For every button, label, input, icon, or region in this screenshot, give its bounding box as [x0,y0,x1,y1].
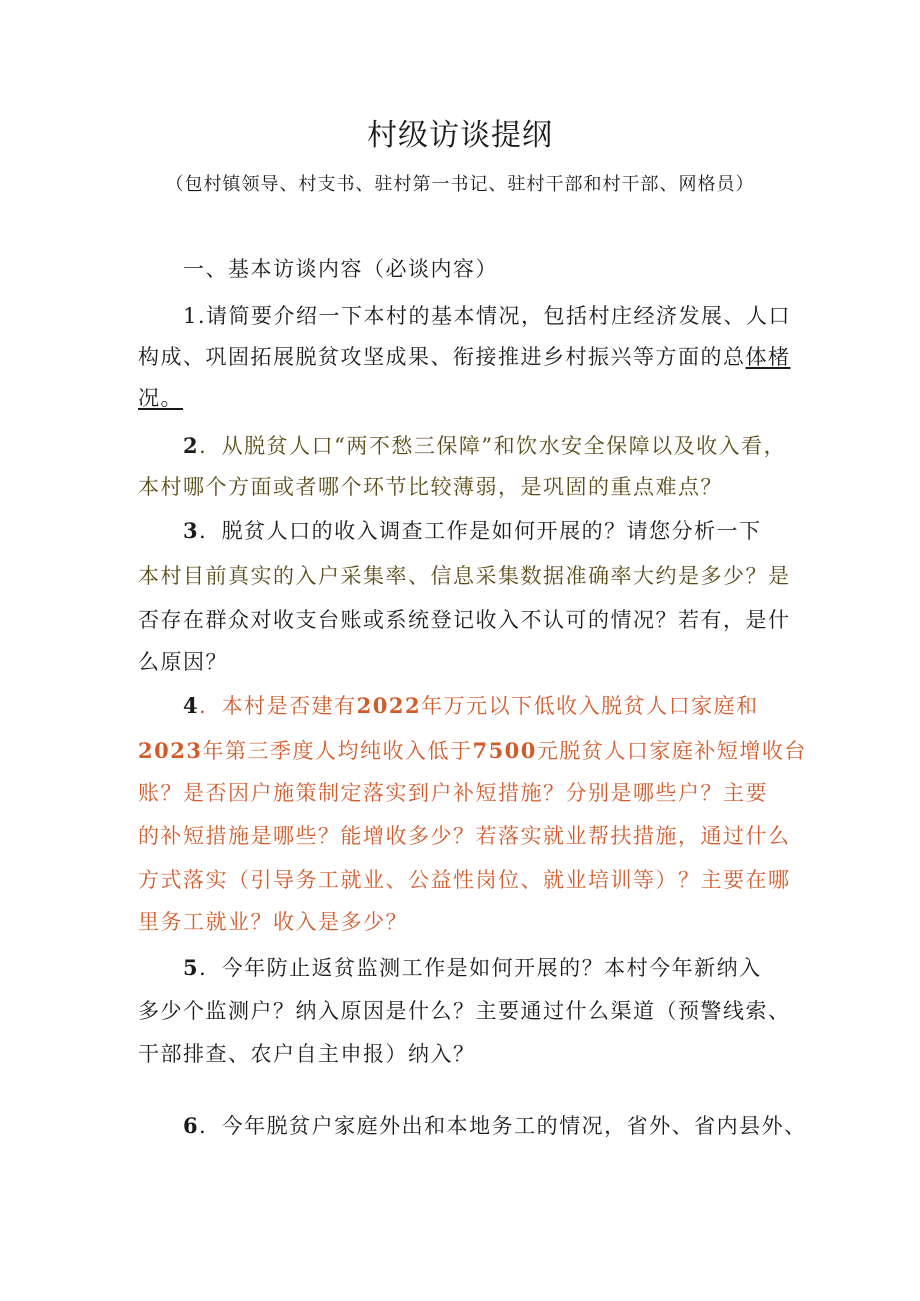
q2-line-2: 本村哪个方面或者哪个环节比较薄弱，是巩固的重点难点？ [138,475,723,499]
q1-line-3: 况。 [138,386,183,410]
q4-line-5: 方式落实（引导务工就业、公益性岗位、就业培训等）？主要在哪 [138,868,791,892]
section-heading-basic: 一、基本访谈内容（必谈内容） [183,257,498,281]
q4-line-3: 账？是否因户施策制定落实到户补短措施？分别是哪些户？主要 [138,781,768,805]
q4-line-1 [183,690,759,722]
q4-line-4: 的补短措施是哪些？能增收多少？若落实就业帮扶措施，通过什么 [138,824,791,848]
q4-line-2 [138,735,807,767]
q2-line-1-text: ．从脱贫人口“两不愁三保障”和饮水安全保障以及收入看， [199,434,787,458]
q4-line-1-text-b: 年万元以下低收入脱贫人口家庭和 [421,694,759,718]
q5-line-1 [183,952,762,984]
q4-number: 4 [183,693,200,718]
q6-line-1-text: ．今年脱贫户家庭外出和本地务工的情况，省外、省内县外、 [199,1114,807,1138]
q1-line-2-text: 构成、巩固拓展脱贫攻坚成果、衔接推进乡村振兴等方面的总 [138,345,746,369]
q5-line-3: 干部排查、农户自主申报）纳入？ [138,1042,476,1066]
q4-line-6: 里务工就业？收入是多少？ [138,910,408,934]
q5-line-2: 多少个监测户？纳入原因是什么？主要通过什么渠道（预警线索、 [138,999,791,1023]
q4-amount-7500: 7500 [472,738,537,763]
q6-line-1 [183,1110,807,1142]
q4-line-2-text-a: 年第三季度人均纯收入低于 [202,739,473,763]
q4-year-2022: 2022 [356,693,422,718]
q2-number: 2 [183,433,200,458]
q4-line-2-text-b: 元脱贫人口家庭补短增收台 [536,739,807,763]
document-title: 村级访谈提纲 [367,118,553,153]
q3-line-3: 否存在群众对收支台账或系统登记收入不认可的情况？若有，是什 [138,608,791,632]
q1-line-2 [138,341,791,373]
document-subtitle: （包村镇领导、村支书、驻村第一书记、驻村干部和村干部、网格员） [165,174,755,195]
q3-number: 3 [183,518,200,543]
q3-line-2: 本村目前真实的入户采集率、信息采集数据准确率大约是多少？是 [138,564,791,588]
q1-underlined-text: 体楮 [745,345,791,369]
q5-number: 5 [183,955,200,980]
q2-line-1 [183,430,786,462]
q1-line-1: 1.请简要介绍一下本村的基本情况，包括村庄经济发展、人口 [183,304,792,328]
q3-line-4: 么原因？ [138,650,228,674]
q4-line-1-text-a: ．本村是否建有 [199,694,357,718]
q5-line-1-text: ．今年防止返贫监测工作是如何开展的？本村今年新纳入 [199,956,762,980]
q4-year-2023: 2023 [138,738,203,763]
q3-line-1 [183,515,762,547]
q3-line-1-text: ．脱贫人口的收入调查工作是如何开展的？请您分析一下 [199,519,762,543]
q6-number: 6 [183,1113,200,1138]
